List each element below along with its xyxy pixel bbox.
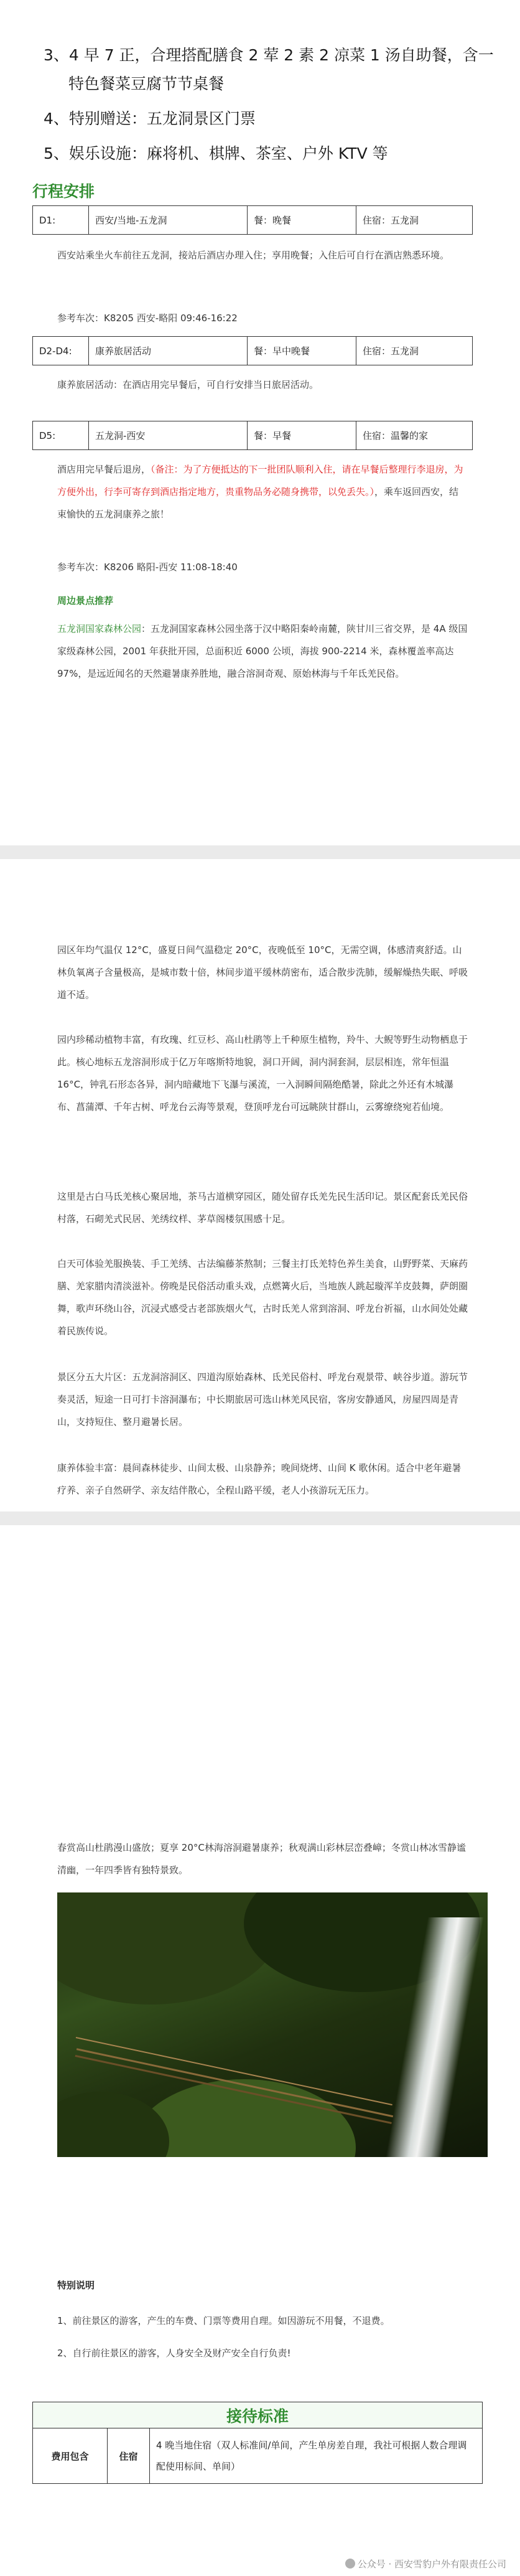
section2-para-1: 园区年均气温仅 12°C，盛夏日间气温稳定 20°C，夜晚低至 10°C，无需空调，体感清爽舒适。山林负氧离子含量极高，是城市数十倍，林间步道平缓林荫密布，适合散步洗肺，缓解燥热失眠、呼吸道不适。 xyxy=(57,944,468,1000)
day-5-table xyxy=(32,421,473,450)
scenic-intro-title: 周边景点推荐 xyxy=(57,595,114,606)
reception-standard-table xyxy=(32,2402,483,2484)
day-1-meal: 餐：晚餐 xyxy=(248,206,356,235)
day-5-stay: 住宿：温馨的家 xyxy=(356,421,473,450)
day-2-desc: 康养旅居活动：在酒店用完早餐后，可自行安排当日旅居活动。 xyxy=(57,379,319,390)
day-2-table xyxy=(32,336,473,365)
note-1: 1、前往景区的游客，产生的车费、门票等费用自理。如因游玩不用餐，不退费。 xyxy=(57,2315,390,2326)
day-5-train: 参考车次：K8206 略阳-西安 11:08-18:40 xyxy=(57,562,238,573)
day-5-meal: 餐：早餐 xyxy=(248,421,356,450)
standard-title: 接待标准 xyxy=(33,2402,483,2428)
day-1-table xyxy=(32,205,473,235)
day-2-route: 康养旅居活动 xyxy=(89,337,248,365)
standard-desc: 4 晚当地住宿（双人标准间/单间，产生单房差自理，我社可根据人数合理调配使用标间、单间） xyxy=(150,2428,483,2484)
day-1-desc: 西安站乘坐火车前往五龙洞，接站后酒店办理入住；享用晚餐；入住后可自行在酒店熟悉环境。 xyxy=(57,250,450,261)
day-5-desc-b: ，乘车返回西安，结束愉快的五龙洞康养之旅！ xyxy=(57,486,459,520)
intro-line-3: 4、特别赠送：五龙洞景区门票 xyxy=(44,110,256,128)
standard-category: 费用包含 xyxy=(33,2428,108,2484)
intro-line-1: 3、4 早 7 正，合理搭配膳食 2 荤 2 素 2 凉菜 1 汤自助餐，含一 xyxy=(44,46,494,64)
day-1-train: 参考车次：K8205 西安-略阳 09:46-16:22 xyxy=(57,313,238,324)
scenic-intro-text xyxy=(57,618,468,685)
section2-para-4: 白天可体验羌服换装、手工羌绣、古法编藤茶熬制；三餐主打氐羌特色养生美食，山野野菜、天麻药膳、羌家腊肉清淡滋补。傍晚是民俗活动重头戏，点燃篝火后，当地族人跳起璇浑羊皮鼓舞，萨朗圈舞，歌声环绕山谷，沉浸式感受古老部族烟火气，古时氐羌人常到溶洞、呼龙台祈福，山水间处处藏着民族传说。 xyxy=(57,1258,468,1337)
page-1 xyxy=(0,0,520,845)
scenic-intro-body: ：五龙洞国家森林公园坐落于汉中略阳秦岭南麓，陕甘川三省交界，是 4A 级国家级森林公园，2001 年获批开园，总面积近 6000 公顷，海拔 900-2214 米，森林覆盖率高达 97%，是远近闻名的天然避暑康养胜地，融合溶洞奇观、原始林海与千年氐羌民俗。 xyxy=(57,623,468,679)
footer-watermark xyxy=(345,2557,506,2570)
wechat-icon xyxy=(345,2559,355,2569)
page-gap-2 xyxy=(0,1511,520,1525)
section3-para: 春赏高山杜鹃漫山盛放；夏享 20°C林海溶洞避暑康养；秋观满山彩林层峦叠嶂；冬赏山林冰雪静谧清幽，一年四季皆有独特景致。 xyxy=(57,1842,466,1876)
day-5-desc-a: 酒店用完早餐后退房， xyxy=(57,464,151,475)
day-5-desc-note: （备注：为了方便抵达的下一批团队顺利入住，请在早餐后整理行李退房，为方便外出，行李可寄存到酒店指定地方，贵重物品务必随身携带，以免丢失。） xyxy=(57,464,463,497)
section2-para-2: 园内珍稀动植物丰富，有玫瑰、红豆杉、高山杜鹃等上千种原生植物，羚牛、大鲵等野生动物栖息于此。核心地标五龙溶洞形成于亿万年喀斯特地貌，洞口开阔，洞内洞套洞，层层相连，常年恒温 16°C，钟乳石形态各异，洞内暗藏地下飞瀑与溪流，一入洞瞬间隔绝酷暑，除此之外还有木城瀑布、菖蒲潭、千年古树、呼龙台云海等景观，登顶呼龙台可远眺陕甘群山，云雾缭绕宛若仙境。 xyxy=(57,1034,468,1112)
section2-para-5: 景区分五大片区：五龙洞溶洞区、四道沟原始森林、氐羌民俗村、呼龙台观景带、峡谷步道。游玩节奏灵活，短途一日可打卡溶洞瀑布；中长期旅居可选山林羌风民宿，客房安静通风，房屋四周是青山，支持短住、整月避暑长居。 xyxy=(57,1371,468,1427)
footer-text: 公众号 · 西安雪豹户外有限责任公司 xyxy=(357,2559,506,2570)
scenic-intro-name: 五龙洞国家森林公园 xyxy=(57,623,142,634)
page-2 xyxy=(0,859,520,1511)
intro-line-2: 特色餐菜豆腐节节桌餐 xyxy=(68,75,225,93)
day-5-label: D5: xyxy=(33,421,89,450)
section2-para-6: 康养体验丰富：晨间森林徒步、山间太极、山泉静养；晚间烧烤、山间 K 歌休闲。适合中老年避暑疗养、亲子自然研学、亲友结伴散心，全程山路平缓，老人小孩游玩无压力。 xyxy=(57,1462,462,1496)
day-2-meal: 餐：早中晚餐 xyxy=(248,337,356,365)
day-2-stay: 住宿：五龙洞 xyxy=(356,337,473,365)
page-gap-1 xyxy=(0,845,520,859)
standard-sub: 住宿 xyxy=(108,2428,150,2484)
day-1-label: D1: xyxy=(33,206,89,235)
notes-title: 特别说明 xyxy=(57,2280,95,2291)
itinerary-title: 行程安排 xyxy=(32,182,95,200)
note-2: 2、自行前往景区的游客，人身安全及财产安全自行负责! xyxy=(57,2348,291,2359)
waterfall-walkway-photo xyxy=(57,1892,488,2157)
day-1-route: 西安/当地-五龙洞 xyxy=(89,206,248,235)
intro-line-4: 5、娱乐设施：麻将机、棋牌、茶室、户外 KTV 等 xyxy=(44,144,388,162)
day-1-stay: 住宿：五龙洞 xyxy=(356,206,473,235)
section2-para-3: 这里是古白马氐羌核心聚居地，茶马古道横穿园区，随处留存氐羌先民生活印记。景区配套氐羌民俗村落，石砌羌式民居、羌绣纹样、茅草阁楼氛围感十足。 xyxy=(57,1191,468,1225)
day-5-desc xyxy=(57,458,468,525)
day-2-label: D2-D4: xyxy=(33,337,89,365)
day-5-route: 五龙洞-西安 xyxy=(89,421,248,450)
